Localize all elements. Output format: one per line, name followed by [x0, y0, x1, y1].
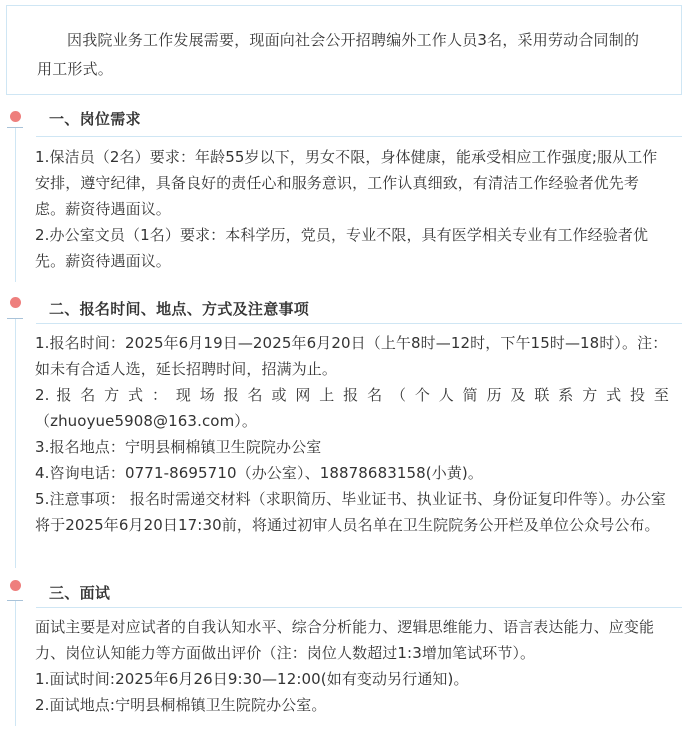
section-paragraph: 面试主要是对应试者的自我认知水平、综合分析能力、逻辑思维能力、语言表达能力、应变能力、岗位认知能力等方面做出评价（注：岗位人数超过1:3增加笔试环节）。: [35, 618, 655, 662]
section-title: 二、报名时间、地点、方式及注意事项: [49, 300, 310, 318]
section-bullet-dot: [10, 111, 21, 122]
section-timeline-line: [15, 601, 16, 726]
section-header-rule: [36, 607, 682, 608]
section-title: 三、面试: [49, 584, 111, 602]
intro-paragraph: 因我院业务工作发展需要，现面向社会公开招聘编外工作人员3名，采用劳动合同制的用工形式。: [37, 31, 640, 78]
section-timeline-line: [15, 319, 16, 568]
section-paragraph: （zhuoyue5908@163.com）。: [35, 412, 257, 430]
section-header-rule: [36, 136, 682, 137]
section-paragraph: 2.办公室文员（1名）要求：本科学历，党员，专业不限，具有医学相关专业有工作经验者优先。薪资待遇面议。: [35, 226, 649, 270]
section-paragraph: 3.报名地点：宁明县桐棉镇卫生院院办公室: [35, 438, 322, 456]
section-timeline-line: [15, 128, 16, 282]
section-paragraph: 5.注意事项： 报名时需递交材料（求职简历、毕业证书、执业证书、身份证复印件等）。办公室将于2025年6月20日17:30前，将通过初审人员名单在卫生院院务公开栏及单位公众号公布。: [35, 490, 666, 534]
section-paragraph: 2.面试地点:宁明县桐棉镇卫生院院办公室。: [35, 696, 327, 714]
section-paragraph: 1.报名时间：2025年6月19日—2025年6月20日（上午8时—12时，下午15时—18时）。注：如未有合适人选，延长招聘时间，招满为止。: [35, 334, 668, 378]
section-bullet-dot: [10, 580, 21, 591]
intro-box: [6, 5, 682, 95]
section-title: 一、岗位需求: [49, 110, 141, 128]
section-paragraph: 1.面试时间:2025年6月26日9:30—12:00(如有变动另行通知)。: [35, 670, 469, 688]
section-header-rule: [36, 323, 682, 324]
section-bullet-dot: [10, 297, 21, 308]
section-paragraph: 4.咨询电话：0771-8695710（办公室）、18878683158(小黄)。: [35, 464, 483, 482]
section-paragraph: 1.保洁员（2名）要求：年龄55岁以下，男女不限，身体健康，能承受相应工作强度;服从工作安排，遵守纪律，具备良好的责任心和服务意识，工作认真细致，有清洁工作经验者优先考虑。薪资待遇面议。: [35, 148, 658, 218]
section-paragraph: 2. 报 名 方 式 ： 现 场 报 名 或 网 上 报 名 （ 个 人 简 历 及 联 系 方 式 投 至: [35, 386, 669, 404]
